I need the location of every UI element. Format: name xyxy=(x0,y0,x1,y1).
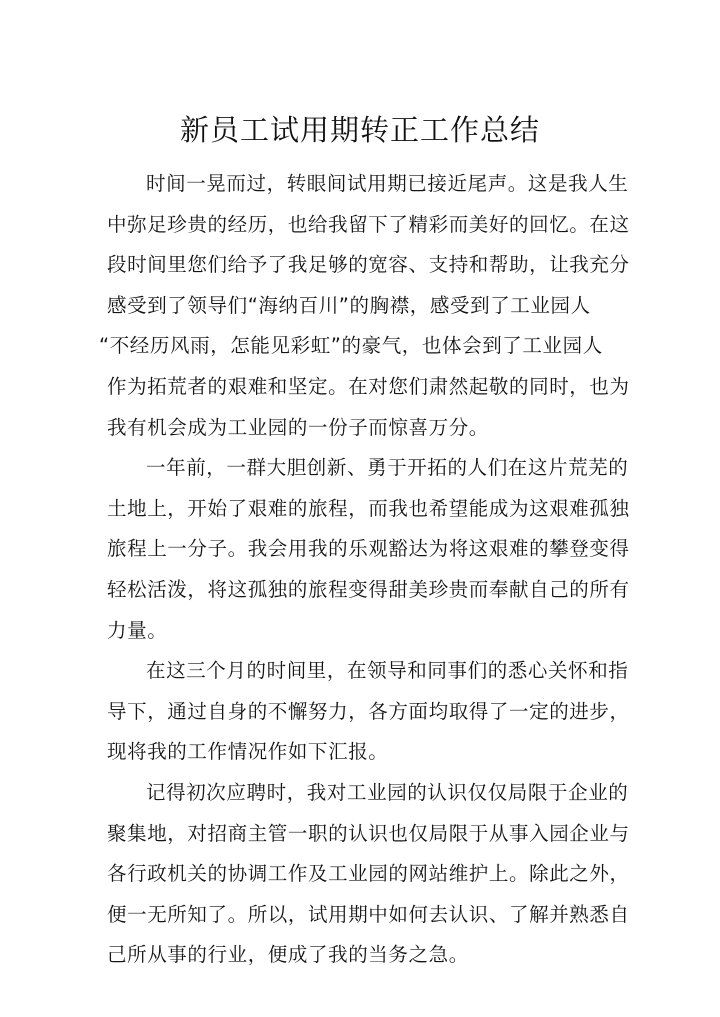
paragraph-line: “不经历风雨，怎能见彩虹”的豪气，也体会到了工业园人 xyxy=(99,334,603,358)
paragraph-line: 各行政机关的协调工作及工业园的网站维护上。除此之外， xyxy=(107,862,630,886)
document-body xyxy=(99,164,630,976)
paragraph-line: 感受到了领导们“海纳百川”的胸襟，感受到了工业园人 xyxy=(107,293,591,317)
paragraph-line: 轻松活泼，将这孤独的旅程变得甜美珍贵而奉献自己的所有 xyxy=(107,577,630,601)
paragraph-line: 段时间里您们给予了我足够的宽容、支持和帮助，让我充分 xyxy=(107,253,630,277)
paragraph-line: 导下，通过自身的不懈努力，各方面均取得了一定的进步， xyxy=(107,699,630,723)
paragraph xyxy=(99,164,630,448)
paragraph xyxy=(107,448,630,651)
paragraph-line: 己所从事的行业，便成了我的当务之急。 xyxy=(107,943,469,967)
paragraph-line: 记得初次应聘时，我对工业园的认识仅仅局限于企业的 xyxy=(146,780,629,804)
paragraph-line: 土地上，开始了艰难的旅程，而我也希望能成为这艰难孤独 xyxy=(107,496,630,520)
paragraph-line: 时间一晃而过，转眼间试用期已接近尾声。这是我人生 xyxy=(146,172,629,195)
paragraph-line: 聚集地，对招商主管一职的认识也仅局限于从事入园企业与 xyxy=(107,821,630,845)
paragraph-line: 便一无所知了。所以，试用期中如何去认识、了解并熟悉自 xyxy=(107,902,630,926)
paragraph-line: 旅程上一分子。我会用我的乐观豁达为将这艰难的攀登变得 xyxy=(107,537,630,561)
document-title: 新员工试用期转正工作总结 xyxy=(179,113,540,147)
paragraph-line: 中弥足珍贵的经历，也给我留下了精彩而美好的回忆。在这 xyxy=(107,212,630,236)
paragraph-line: 作为拓荒者的艰难和坚定。在对您们肃然起敬的同时，也为 xyxy=(107,374,630,398)
paragraph-line: 在这三个月的时间里，在领导和同事们的悉心关怀和指 xyxy=(146,659,629,683)
paragraph xyxy=(107,773,630,976)
paragraph-line: 力量。 xyxy=(107,618,168,642)
paragraph-line: 一年前，一群大胆创新、勇于开拓的人们在这片荒芜的 xyxy=(146,456,629,480)
paragraph-line: 现将我的工作情况作如下汇报。 xyxy=(107,740,389,764)
paragraph xyxy=(107,651,630,773)
paragraph-line: 我有机会成为工业园的一份子而惊喜万分。 xyxy=(107,415,489,439)
